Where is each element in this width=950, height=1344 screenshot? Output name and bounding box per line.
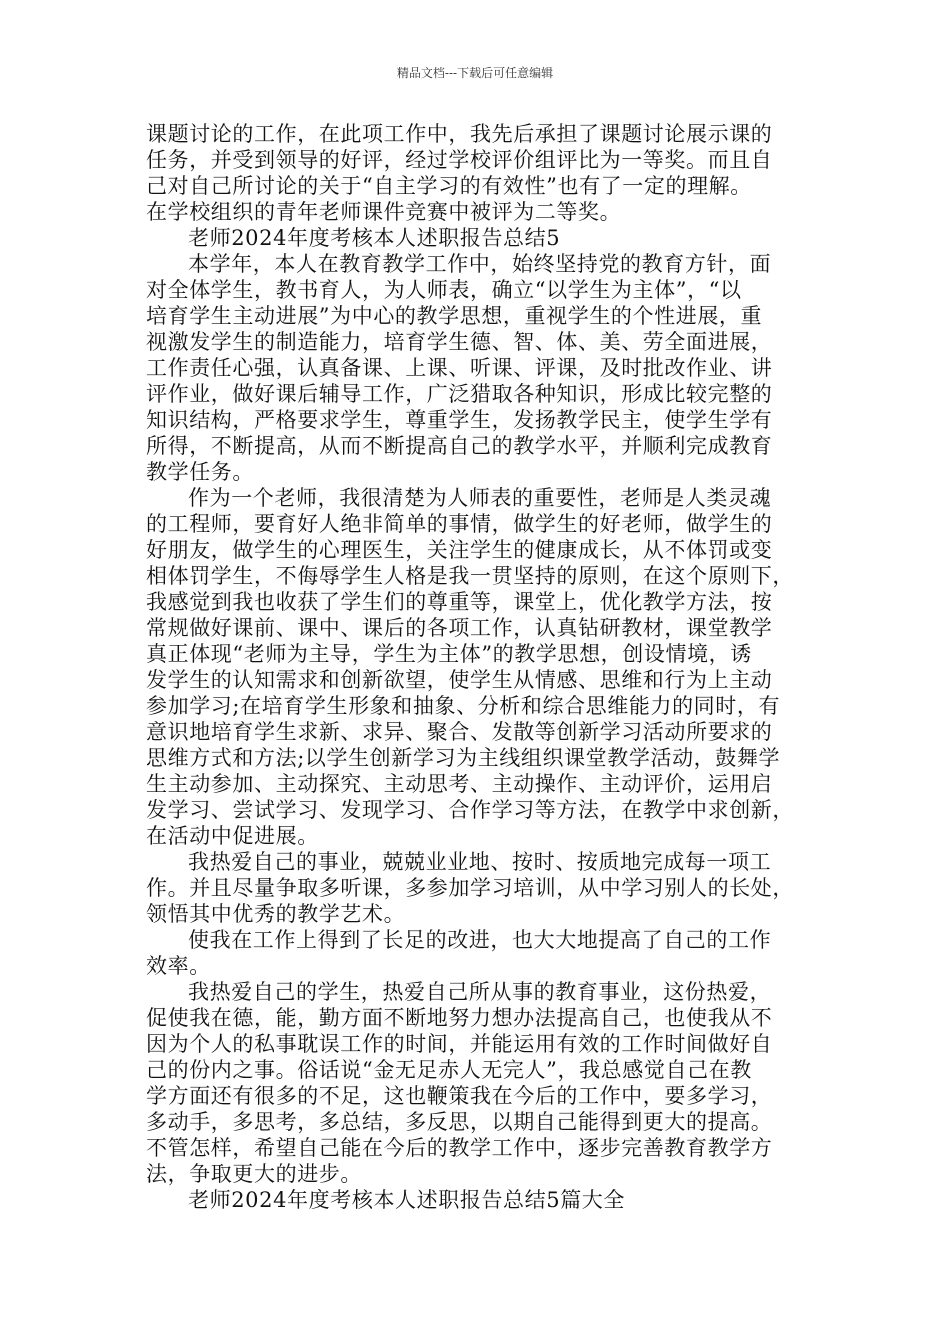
text-line: 思维方式和方法;以学生创新学习为主线组织课堂教学活动，鼓舞学 <box>146 746 781 770</box>
text-line: 效率。 <box>146 954 211 978</box>
text-line: 我热爱自己的学生，热爱自己所从事的教育事业，这份热爱， <box>188 980 772 1004</box>
text-line: 教学任务。 <box>146 460 254 484</box>
text-line: 己对自己所讨论的关于“自主学习的有效性”也有了一定的理解。 <box>146 174 752 198</box>
text-line: 使我在工作上得到了长足的改进，也大大地提高了自己的工作 <box>188 928 772 952</box>
text-line: 我热爱自己的事业，兢兢业业地、按时、按质地完成每一项工 <box>188 850 772 874</box>
text-line: 的工程师，要育好人绝非简单的事情，做学生的好老师，做学生的 <box>146 512 773 536</box>
text-line: 评作业，做好课后辅导工作，广泛猎取各种知识，形成比较完整的 <box>146 382 773 406</box>
text-line: 老师2024年度考核本人述职报告总结5 <box>188 226 561 250</box>
text-line: 我感觉到我也收获了学生们的尊重等，课堂上，优化教学方法，按 <box>146 590 773 614</box>
text-line: 生主动参加、主动探究、主动思考、主动操作、主动评价，运用启 <box>146 772 773 796</box>
text-line: 领悟其中优秀的教学艺术。 <box>146 902 406 926</box>
text-line: 知识结构，严格要求学生，尊重学生，发扬教学民主，使学生学有 <box>146 408 773 432</box>
text-line: 视激发学生的制造能力，培育学生德、智、体、美、劳全面进展， <box>146 330 773 354</box>
text-line: 促使我在德，能，勤方面不断地努力想办法提高自己，也使我从不 <box>146 1006 773 1030</box>
document-body <box>146 121 810 1213</box>
text-line: 参加学习;在培育学生形象和抽象、分析和综合思维能力的同时，有 <box>146 694 781 718</box>
text-line: 不管怎样，希望自己能在今后的教学工作中，逐步完善教育教学方 <box>146 1136 773 1160</box>
text-line: 好朋友，做学生的心理医生，关注学生的健康成长，从不体罚或变 <box>146 538 773 562</box>
text-line: 所得，不断提高，从而不断提高自己的教学水平，并顺利完成教育 <box>146 434 773 458</box>
text-line: 在学校组织的青年老师课件竞赛中被评为二等奖。 <box>146 200 622 224</box>
text-line: 意识地培育学生求新、求异、聚合、发散等创新学习活动所要求的 <box>146 720 773 744</box>
text-line: 相体罚学生，不侮辱学生人格是我一贯坚持的原则，在这个原则下， <box>146 564 794 588</box>
page-header: 精品文档---下载后可任意编辑 <box>396 66 554 80</box>
text-line: 工作责任心强，认真备课、上课、听课、评课，及时批改作业、讲 <box>146 356 773 380</box>
text-line: 作为一个老师，我很清楚为人师表的重要性，老师是人类灵魂 <box>188 486 772 510</box>
text-line: 任务，并受到领导的好评，经过学校评价组评比为一等奖。而且自 <box>146 148 773 172</box>
text-line: 在活动中促进展。 <box>146 824 319 848</box>
text-line: 发学生的认知需求和创新欲望，使学生从情感、思维和行为上主动 <box>146 668 773 692</box>
text-line: 课题讨论的工作，在此项工作中，我先后承担了课题讨论展示课的 <box>146 122 773 146</box>
text-line: 发学习、尝试学习、发现学习、合作学习等方法，在教学中求创新， <box>146 798 794 822</box>
text-line: 学方面还有很多的不足，这也鞭策我在今后的工作中，要多学习， <box>146 1084 773 1108</box>
text-line: 对全体学生，教书育人，为人师表，确立“以学生为主体”，“以 <box>146 278 742 302</box>
text-line: 本学年，本人在教育教学工作中，始终坚持党的教育方针，面 <box>188 252 772 276</box>
text-line: 因为个人的私事耽误工作的时间，并能运用有效的工作时间做好自 <box>146 1032 773 1056</box>
text-line: 多动手，多思考，多总结，多反思，以期自己能得到更大的提高。 <box>146 1110 773 1134</box>
text-line: 老师2024年度考核本人述职报告总结5篇大全 <box>188 1188 626 1212</box>
text-line: 常规做好课前、课中、课后的各项工作，认真钻研教材，课堂教学 <box>146 616 773 640</box>
text-line: 法，争取更大的进步。 <box>146 1162 362 1186</box>
text-line: 作。并且尽量争取多听课，多参加学习培训，从中学习别人的长处， <box>146 876 794 900</box>
text-line: 真正体现“老师为主导，学生为主体”的教学思想，创设情境，诱 <box>146 642 752 666</box>
text-line: 培育学生主动进展”为中心的教学思想，重视学生的个性进展，重 <box>146 304 763 328</box>
text-line: 己的份内之事。俗话说“金无足赤人无完人”，我总感觉自己在教 <box>146 1058 752 1082</box>
